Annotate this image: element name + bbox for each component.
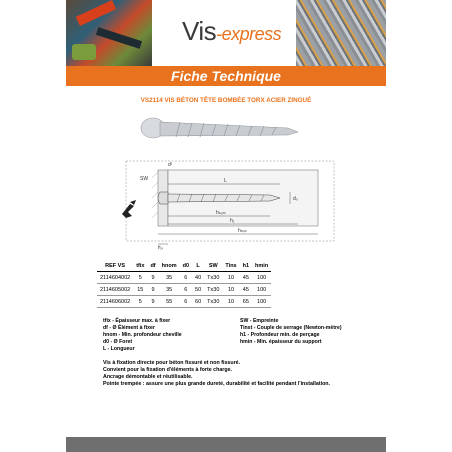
cell: 40 (192, 272, 204, 284)
cell: 6 (180, 296, 192, 308)
legend-line: L - Longueur (103, 346, 135, 352)
product-description (103, 360, 363, 388)
cell: 10 (222, 296, 239, 308)
product-title: VS2114 VIS BÉTON TÊTE BOMBÉE TORX ACIER ZINGUÉ (140, 97, 312, 104)
col-hmin: hmin (252, 260, 271, 272)
cell: 15 (133, 284, 147, 296)
header (66, 0, 386, 66)
legend-left (103, 318, 182, 353)
table-row (97, 272, 271, 284)
legend-line: h1 - Profondeur min. de perçage (240, 332, 320, 338)
cell: 60 (192, 296, 204, 308)
cell: 2114606002 (97, 296, 133, 308)
screws-photo (296, 0, 386, 66)
col-d0: d0 (180, 260, 192, 272)
cell: 55 (159, 296, 180, 308)
legend-line: hnom - Min. profondeur cheville (103, 332, 182, 338)
legend-line: Tinst - Couple de serrage (Newton-mètre) (240, 325, 342, 331)
cell: 10 (222, 284, 239, 296)
cell: Tx30 (204, 284, 222, 296)
table-row (97, 284, 271, 296)
cell: 50 (192, 284, 204, 296)
legend-right (240, 318, 342, 346)
col-ref: REF VS (97, 260, 133, 272)
cell: 35 (159, 272, 180, 284)
cell: 2114604002 (97, 272, 133, 284)
cell: Tx30 (204, 296, 222, 308)
label-d0: d₀ (293, 196, 298, 202)
description-line: Convient pour la fixation d'éléments à forte charge. (103, 367, 232, 373)
col-l: L (192, 260, 204, 272)
brand-main: Vis (182, 16, 217, 46)
spec-table (97, 260, 271, 308)
cell: 6 (180, 284, 192, 296)
screw-technical-drawing (120, 108, 342, 250)
title-banner (66, 66, 386, 86)
legend-line: df - Ø Élément à fixer (103, 325, 155, 331)
cell: 6 (180, 272, 192, 284)
legend-line: SW - Empreinte (240, 318, 279, 324)
cell: 100 (252, 284, 271, 296)
label-h1: h₁ (230, 218, 235, 224)
cell: 35 (159, 284, 180, 296)
description-line: Ancrage démontable et réutilisable. (103, 374, 193, 380)
brand-accent: -express (216, 24, 282, 44)
legend-line: hmin - Min. épaisseur du support (240, 339, 322, 345)
tools-photo (66, 0, 152, 66)
cell: 10 (222, 272, 239, 284)
cell: 100 (252, 296, 271, 308)
footer-bar (66, 437, 386, 452)
col-df: df (147, 260, 158, 272)
col-sw: SW (204, 260, 222, 272)
cell: Tx30 (204, 272, 222, 284)
label-sw: SW (140, 176, 149, 182)
label-hmin: hₘᵢₙ (238, 228, 247, 234)
banner-title: Fiche Technique (171, 68, 281, 84)
cell: 9 (147, 284, 158, 296)
cell: 45 (240, 272, 252, 284)
label-l: L (224, 178, 227, 184)
brand-logo (182, 16, 281, 47)
label-df: dᶠ (168, 162, 172, 168)
label-hnom: hₙₒₘ (216, 210, 226, 216)
col-tfix: tfix (133, 260, 147, 272)
description-line: Vis à fixation directe pour béton fissuré et non fissuré. (103, 360, 241, 366)
legend-line: tfix - Épaisseur max. à fixer (103, 318, 171, 324)
cell: 9 (147, 272, 158, 284)
label-tfix: tᶠᵢₓ (158, 245, 163, 250)
col-h1: h1 (240, 260, 252, 272)
screw-photo (141, 118, 298, 138)
legend-line: d0 - Ø Foret (103, 339, 133, 345)
cell: 45 (240, 284, 252, 296)
table-header-row (97, 260, 271, 272)
cell: 65 (240, 296, 252, 308)
cell: 2114605002 (97, 284, 133, 296)
cell: 9 (147, 296, 158, 308)
cell: 5 (133, 272, 147, 284)
col-hnom: hnom (159, 260, 180, 272)
description-line: Pointe trempée : assure une plus grande dureté, durabilité et facilité pendant l'installation. (103, 381, 331, 387)
impact-driver-icon (122, 200, 136, 218)
cell: 5 (133, 296, 147, 308)
cell: 100 (252, 272, 271, 284)
col-tins: Tins (222, 260, 239, 272)
table-row (97, 296, 271, 308)
